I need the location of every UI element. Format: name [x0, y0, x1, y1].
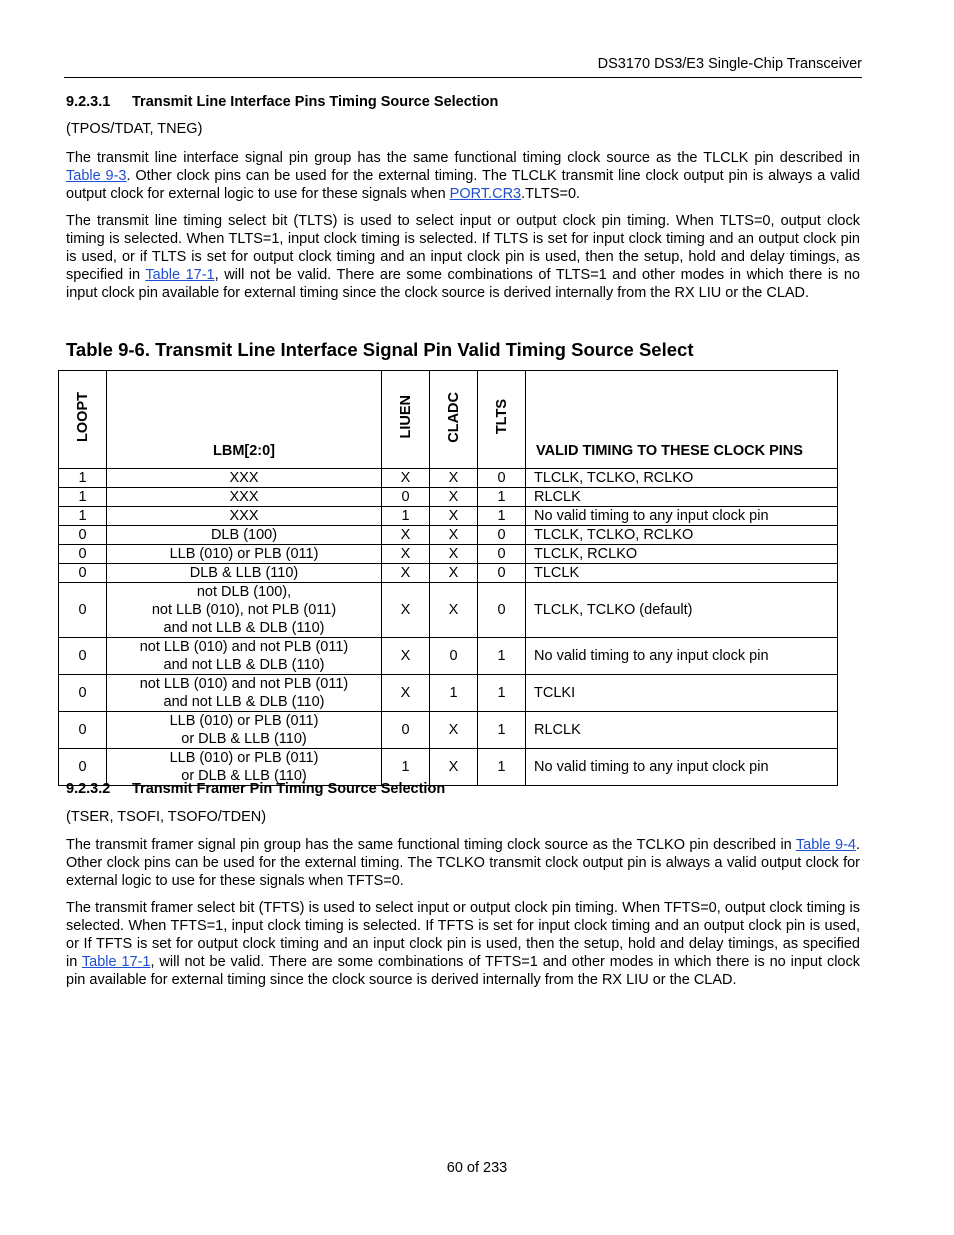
table-row	[59, 712, 838, 749]
section-heading-9-2-3-1	[66, 94, 498, 110]
column-header	[478, 371, 526, 469]
table-cell: 0	[59, 564, 107, 583]
table-cell: X	[430, 564, 478, 583]
text-run: , will not be valid. There are some combinations of TLTS=1 and other modes in which there is no input clock pin available for external timing since the clock source is derived internally from the RX LIU or the CLAD.	[66, 267, 860, 301]
column-header-label: LIUEN	[397, 395, 414, 439]
section-heading-9-2-3-2	[66, 781, 445, 797]
paragraph	[66, 212, 860, 302]
table-row	[59, 638, 838, 675]
text-run: The transmit line interface signal pin group has the same functional timing clock source as the TLCLK pin described in	[66, 150, 860, 166]
table-cell: 0	[382, 712, 430, 749]
table-cell: 1	[382, 749, 430, 786]
link-table-9-4[interactable]: Table 9-4	[795, 837, 856, 853]
table-cell	[107, 675, 382, 712]
table-cell: 0	[478, 564, 526, 583]
table-cell: 0	[59, 545, 107, 564]
column-header-label: TLTS	[493, 399, 510, 435]
table-cell	[107, 469, 382, 488]
table-row	[59, 507, 838, 526]
table-cell: TLCLK, TCLKO (default)	[526, 583, 838, 638]
table-cell: 1	[430, 675, 478, 712]
cell-line: DLB & LLB (110)	[189, 565, 299, 581]
cell-line: XXX	[229, 508, 259, 524]
link-table-17-1[interactable]: Table 17-1	[145, 267, 215, 283]
column-header	[59, 371, 107, 469]
table-cell: X	[382, 469, 430, 488]
table-cell	[107, 507, 382, 526]
table-cell	[107, 564, 382, 583]
table-cell	[107, 749, 382, 786]
table-cell: X	[382, 526, 430, 545]
table-cell	[107, 712, 382, 749]
table-cell: X	[430, 526, 478, 545]
section-signals: (TPOS/TDAT, TNEG)	[66, 121, 203, 137]
column-header-label: CLADC	[445, 391, 462, 443]
cell-line: and not LLB & DLB (110)	[163, 620, 325, 636]
text-run: The transmit framer signal pin group has the same functional timing clock source as the TCLKO pin described in	[66, 837, 796, 853]
table-body	[59, 469, 838, 786]
table-row	[59, 675, 838, 712]
table-cell	[107, 583, 382, 638]
section-number: 9.2.3.2	[66, 781, 111, 797]
table-cell: TLCLK, RCLKO	[526, 545, 838, 564]
table-cell: 0	[59, 526, 107, 545]
table-cell: X	[430, 583, 478, 638]
table-cell: 1	[478, 749, 526, 786]
table-cell	[107, 526, 382, 545]
cell-line: not DLB (100),	[196, 584, 292, 600]
table-row	[59, 488, 838, 507]
link-table-9-3[interactable]: Table 9-3	[66, 168, 127, 184]
section-title: Transmit Framer Pin Timing Source Selection	[132, 781, 446, 797]
timing-source-table	[58, 370, 838, 786]
section-title: Transmit Line Interface Pins Timing Source Selection	[132, 94, 499, 110]
table-cell: X	[430, 712, 478, 749]
cell-line: LLB (010) or PLB (011)	[169, 750, 319, 766]
table-cell: 0	[478, 583, 526, 638]
table-cell: 1	[59, 469, 107, 488]
cell-line: DLB (100)	[210, 527, 278, 543]
table-cell	[107, 545, 382, 564]
page-number: 60 of 233	[446, 1160, 508, 1176]
table-cell: 1	[59, 507, 107, 526]
section-number: 9.2.3.1	[66, 94, 111, 110]
table-cell: X	[430, 749, 478, 786]
table-cell: 0	[478, 545, 526, 564]
column-header: LBM[2:0]	[107, 371, 382, 469]
table-cell: 0	[478, 526, 526, 545]
text-run: The transmit line timing select bit (TLTS) is used to select input or output clock pin timing. When TLTS=0, output clock timing is selected. When TLTS=1, input clock timing is selected. If TLTS is set for input clock timing and an output clock pin is used, or if TLTS is set for output clock timing and an input clock pin is used, then the setup, hold and delay timings, as specified in	[66, 213, 860, 283]
text-run: . Other clock pins can be used for the external timing. The TCLKO transmit clock output pin is always a valid output clock for external logic to use for these signals when TFTS=0.	[66, 837, 860, 889]
table-cell: X	[382, 583, 430, 638]
header-divider	[64, 77, 862, 78]
cell-line: and not LLB & DLB (110)	[163, 657, 325, 673]
section-signals: (TSER, TSOFI, TSOFO/TDEN)	[66, 809, 267, 825]
table-row	[59, 526, 838, 545]
table-cell: TLCLK	[526, 564, 838, 583]
table-row	[59, 749, 838, 786]
text-run: .TLTS=0.	[521, 186, 581, 202]
table-cell: 1	[478, 507, 526, 526]
table-cell: TCLKI	[526, 675, 838, 712]
cell-line: or DLB & LLB (110)	[181, 768, 307, 784]
column-header	[430, 371, 478, 469]
table-caption: Table 9-6. Transmit Line Interface Signal Pin Valid Timing Source Select	[66, 339, 694, 360]
table-cell: 0	[59, 583, 107, 638]
table-header-row	[59, 371, 838, 469]
table-cell: X	[430, 488, 478, 507]
table-cell: X	[382, 675, 430, 712]
column-header-label: LOOPT	[74, 392, 91, 442]
page-header: DS3170 DS3/E3 Single-Chip Transceiver	[597, 56, 862, 72]
table-cell: 0	[59, 638, 107, 675]
cell-line: and not LLB & DLB (110)	[163, 694, 325, 710]
column-header	[382, 371, 430, 469]
table-cell: 0	[59, 675, 107, 712]
table-cell: X	[382, 545, 430, 564]
table-cell: 0	[59, 712, 107, 749]
table-cell: 1	[59, 488, 107, 507]
table-cell: No valid timing to any input clock pin	[526, 638, 838, 675]
table-cell: X	[382, 564, 430, 583]
cell-line: not LLB (010), not PLB (011)	[151, 602, 337, 618]
paragraph	[66, 149, 860, 203]
table-cell: TLCLK, TCLKO, RCLKO	[526, 526, 838, 545]
table-cell: 1	[478, 712, 526, 749]
paragraph	[66, 899, 860, 989]
table-cell	[107, 488, 382, 507]
cell-line: or DLB & LLB (110)	[181, 731, 307, 747]
table-cell: 1	[478, 638, 526, 675]
table-row	[59, 583, 838, 638]
cell-line: LLB (010) or PLB (011)	[169, 546, 319, 562]
table-cell: RLCLK	[526, 488, 838, 507]
text-run: The transmit framer select bit (TFTS) is used to select input or output clock pin timing. When TFTS=0, output clock timing is selected. When TFTS=1, input clock timing is selected. If TFTS is set for input clock timing and an output clock pin is used, or If TFTS is set for output clock timing and an input clock pin is used, then the setup, hold and delay timings, as specified in	[66, 900, 860, 970]
paragraph	[66, 836, 860, 890]
table-cell	[107, 638, 382, 675]
table-cell: 1	[478, 675, 526, 712]
table-row	[59, 469, 838, 488]
table-row	[59, 545, 838, 564]
table-cell: 0	[382, 488, 430, 507]
link-table-17-1[interactable]: Table 17-1	[81, 954, 151, 970]
text-run: . Other clock pins can be used for the external timing. The TLCLK transmit line clock output pin is always a valid output clock for external logic to use for these signals when	[66, 168, 861, 202]
table-cell: TLCLK, TCLKO, RCLKO	[526, 469, 838, 488]
cell-line: XXX	[229, 470, 259, 486]
table-cell: 1	[478, 488, 526, 507]
table-cell: No valid timing to any input clock pin	[526, 749, 838, 786]
cell-line: XXX	[229, 489, 259, 505]
link-port-cr3[interactable]: PORT.CR3	[449, 186, 522, 202]
table-cell: RLCLK	[526, 712, 838, 749]
cell-line: LLB (010) or PLB (011)	[169, 713, 319, 729]
table-cell: 1	[382, 507, 430, 526]
cell-line: not LLB (010) and not PLB (011)	[139, 676, 349, 692]
table-cell: 0	[59, 749, 107, 786]
table-row	[59, 564, 838, 583]
text-run: , will not be valid. There are some combinations of TFTS=1 and other modes in which there is no input clock pin available for external timing since the clock source is derived internally from the RX LIU or the CLAD.	[66, 954, 860, 988]
table-cell: No valid timing to any input clock pin	[526, 507, 838, 526]
table-cell: 0	[430, 638, 478, 675]
table-cell: X	[430, 545, 478, 564]
table-cell: X	[382, 638, 430, 675]
cell-line: not LLB (010) and not PLB (011)	[139, 639, 349, 655]
table-cell: 0	[478, 469, 526, 488]
table-cell: X	[430, 507, 478, 526]
column-header: VALID TIMING TO THESE CLOCK PINS	[526, 371, 838, 469]
table-cell: X	[430, 469, 478, 488]
